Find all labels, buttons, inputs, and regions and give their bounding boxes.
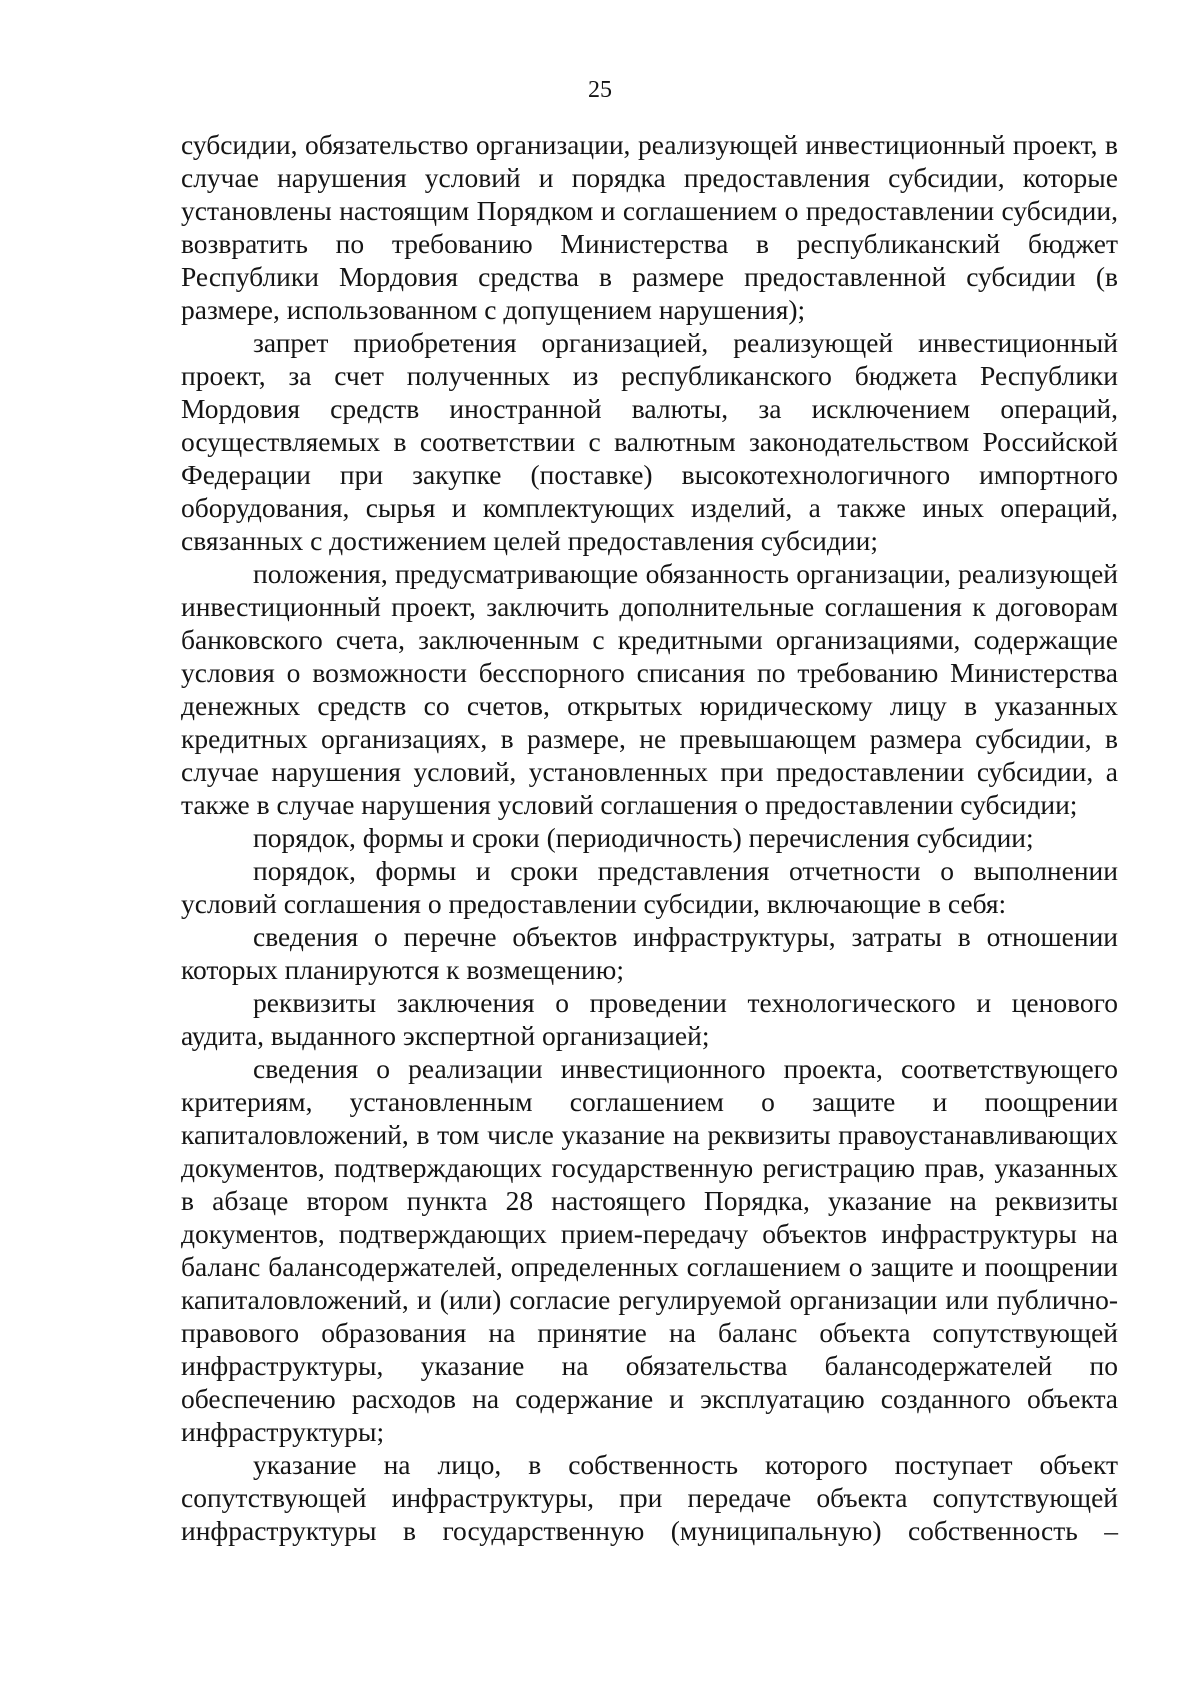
page-number: 25 (588, 77, 612, 103)
paragraph: субсидии, обязательство организации, реализующей инвестиционный проект, в случае нарушения условий и порядка предоставления субсидии, которые установлены настоящим Порядком и соглашением о предоставлении субсидии, возвратить по требованию Министерства в республиканский бюджет Республики Мордовия средства в размере предоставленной субсидии (в размере, использованном с допущением нарушения); (181, 129, 1118, 325)
paragraph: положения, предусматривающие обязанность организации, реализующей инвестиционный проект, заключить дополнительные соглашения к договорам банковского счета, заключенным с кредитными организациями, содержащие условия о возможности бесспорного списания по требованию Министерства денежных средств со счетов, открытых юридическому лицу в указанных кредитных организациях, в размере, не превышающем размера субсидии, в случае нарушения условий, установленных при предоставлении субсидии, а также в случае нарушения условий соглашения о предоставлении субсидии; (181, 558, 1118, 820)
paragraph: запрет приобретения организацией, реализующей инвестиционный проект, за счет полученных из республиканского бюджета Республики Мордовия средств иностранной валюты, за исключением операций, осуществляемых в соответствии с валютным законодательством Российской Федерации при закупке (поставке) высокотехнологичного импортного оборудования, сырья и комплектующих изделий, а также иных операций, связанных с достижением целей предоставления субсидии; (181, 327, 1118, 556)
paragraph: порядок, формы и сроки представления отчетности о выполнении условий соглашения о предоставлении субсидии, включающие в себя: (181, 855, 1118, 919)
paragraph: указание на лицо, в собственность которого поступает объект сопутствующей инфраструктуры, при передаче объекта сопутствующей инфраструктуры в государственную (муниципальную) собственность – (181, 1449, 1118, 1546)
document-body (181, 128, 1118, 1547)
paragraph: сведения о реализации инвестиционного проекта, соответствующего критериям, установленным соглашением о защите и поощрении капиталовложений, в том числе указание на реквизиты правоустанавливающих документов, подтверждающих государственную регистрацию прав, указанных в абзаце втором пункта 28 настоящего Порядка, указание на реквизиты документов, подтверждающих прием-передачу объектов инфраструктуры на баланс балансодержателей, определенных соглашением о защите и поощрении капиталовложений, и (или) согласие регулируемой организации или публично-правового образования на принятие на баланс объекта сопутствующей инфраструктуры, указание на обязательства балансодержателей по обеспечению расходов на содержание и эксплуатацию созданного объекта инфраструктуры; (181, 1053, 1118, 1447)
paragraph: сведения о перечне объектов инфраструктуры, затраты в отношении которых планируются к возмещению; (181, 921, 1118, 985)
paragraph: порядок, формы и сроки (периодичность) перечисления субсидии; (253, 822, 1034, 853)
paragraph: реквизиты заключения о проведении технологического и ценового аудита, выданного экспертной организацией; (181, 987, 1118, 1051)
